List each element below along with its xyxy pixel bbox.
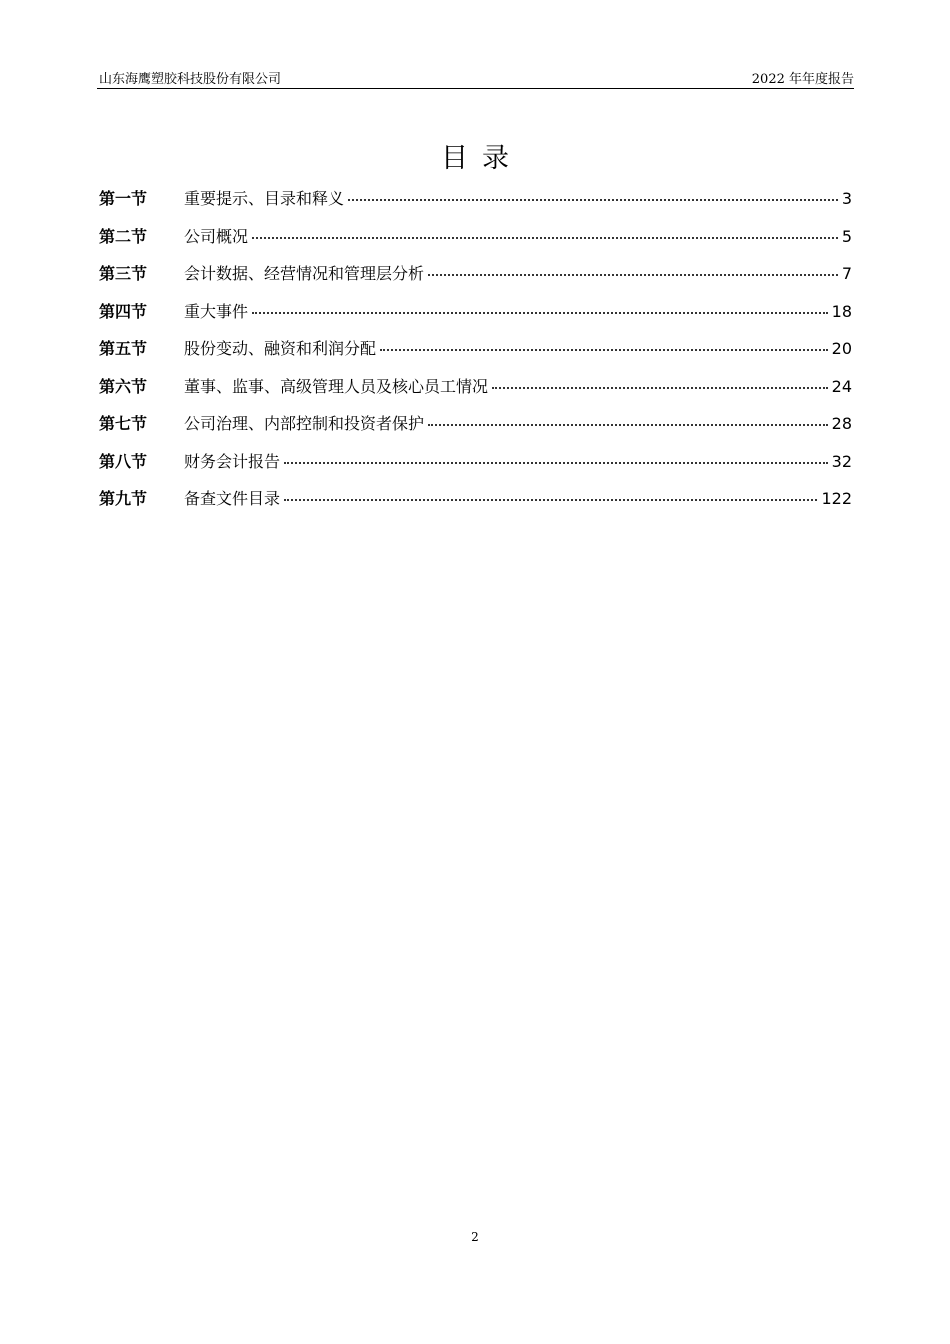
toc-page-number: 3 (841, 189, 852, 208)
page-number: 2 (471, 1230, 479, 1244)
toc-section-label: 第九节 (99, 489, 148, 508)
table-of-contents (99, 186, 852, 524)
toc-entry-9[interactable] (99, 486, 852, 524)
toc-entry-4[interactable] (99, 299, 852, 337)
toc-section-label: 第三节 (99, 264, 148, 283)
toc-entry-7[interactable] (99, 411, 852, 449)
page-header (97, 66, 854, 89)
toc-section-name: 公司概况 (184, 226, 249, 246)
toc-section-label: 第二节 (99, 226, 148, 246)
toc-section-label: 第四节 (99, 301, 148, 321)
toc-leader-dots (492, 385, 828, 389)
toc-page-number: 122 (821, 489, 852, 508)
report-title: 2022 年年度报告 (751, 72, 854, 87)
toc-title: 目录 (441, 143, 523, 174)
toc-page-number: 24 (831, 376, 852, 396)
toc-page-number: 20 (831, 339, 852, 358)
toc-page-number: 5 (841, 226, 852, 246)
toc-leader-dots (428, 272, 838, 276)
toc-entry-6[interactable] (99, 374, 852, 412)
toc-page-number: 28 (831, 414, 852, 433)
toc-entry-2[interactable] (99, 224, 852, 262)
toc-entry-3[interactable] (99, 261, 852, 299)
toc-page-number: 7 (841, 264, 852, 283)
toc-section-label: 第一节 (99, 189, 148, 208)
toc-section-name: 股份变动、融资和利润分配 (184, 339, 377, 358)
toc-section-name: 财务会计报告 (184, 451, 281, 471)
toc-entry-8[interactable] (99, 449, 852, 487)
toc-leader-dots (284, 497, 817, 501)
toc-section-name: 公司治理、内部控制和投资者保护 (184, 414, 425, 433)
toc-leader-dots (380, 347, 828, 351)
toc-section-name: 重大事件 (184, 301, 249, 321)
toc-page-number: 18 (831, 301, 852, 321)
toc-section-name: 备查文件目录 (184, 489, 281, 508)
toc-entry-1[interactable] (99, 186, 852, 224)
toc-section-name: 董事、监事、高级管理人员及核心员工情况 (184, 376, 489, 396)
toc-leader-dots (348, 197, 838, 201)
toc-section-label: 第七节 (99, 414, 148, 433)
toc-page-number: 32 (831, 451, 852, 471)
company-name: 山东海鹰塑胶科技股份有限公司 (99, 72, 282, 87)
toc-entry-5[interactable] (99, 336, 852, 374)
toc-leader-dots (252, 235, 838, 239)
toc-leader-dots (284, 460, 828, 464)
toc-leader-dots (252, 310, 828, 314)
toc-section-name: 会计数据、经营情况和管理层分析 (184, 264, 425, 283)
toc-section-label: 第五节 (99, 339, 148, 358)
toc-section-label: 第六节 (99, 376, 148, 396)
toc-leader-dots (428, 422, 828, 426)
toc-section-name: 重要提示、目录和释义 (184, 189, 345, 208)
toc-section-label: 第八节 (99, 451, 148, 471)
